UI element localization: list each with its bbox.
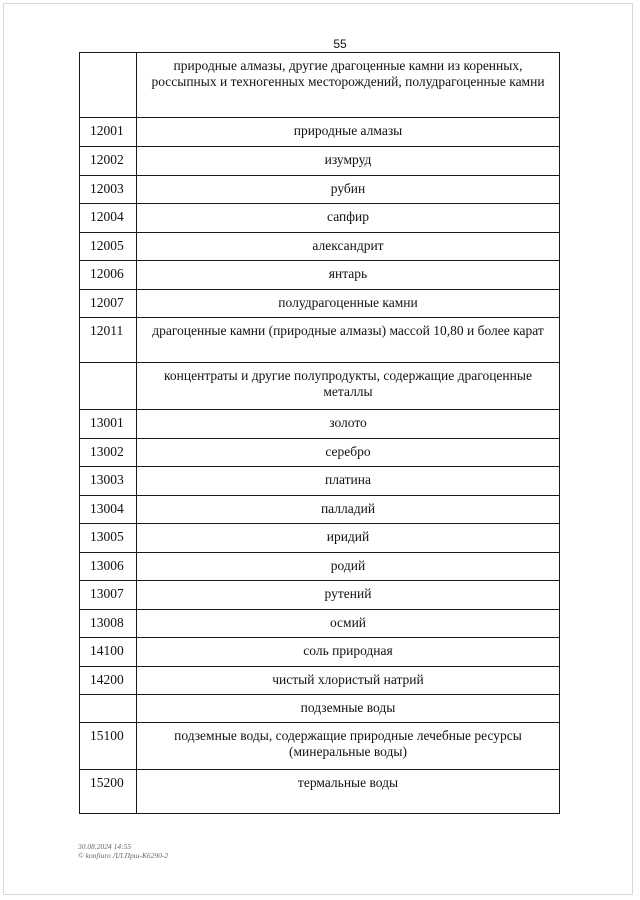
row-name: серебро	[137, 439, 560, 467]
row-name: александрит	[137, 233, 560, 261]
row-code	[80, 53, 137, 118]
row-code: 13003	[80, 467, 137, 496]
row-code: 15100	[80, 723, 137, 770]
table-row	[80, 318, 560, 363]
table-row	[80, 638, 560, 667]
table-row	[80, 118, 560, 147]
table-row	[80, 147, 560, 176]
table-row	[80, 439, 560, 467]
row-name: золото	[137, 410, 560, 439]
table-row	[80, 233, 560, 261]
table-row	[80, 723, 560, 770]
table-row	[80, 467, 560, 496]
row-name: осмий	[137, 610, 560, 638]
row-code: 12005	[80, 233, 137, 261]
table-row	[80, 695, 560, 723]
table-row	[80, 496, 560, 524]
row-name: подземные воды, содержащие природные лечебные ресурсы (минеральные воды)	[137, 723, 560, 770]
table-row	[80, 204, 560, 233]
row-code: 14100	[80, 638, 137, 667]
table-row	[80, 53, 560, 118]
row-code: 13007	[80, 581, 137, 610]
row-code: 12002	[80, 147, 137, 176]
row-code: 12003	[80, 176, 137, 204]
row-name: природные алмазы	[137, 118, 560, 147]
row-code: 12006	[80, 261, 137, 290]
table-row	[80, 581, 560, 610]
row-code: 12007	[80, 290, 137, 318]
row-name: драгоценные камни (природные алмазы) массой 10,80 и более карат	[137, 318, 560, 363]
table-row	[80, 524, 560, 553]
row-code: 13004	[80, 496, 137, 524]
row-name: полудрагоценные камни	[137, 290, 560, 318]
table-row	[80, 261, 560, 290]
footer-document-id: © konfiuro ЛЛ.Прш-К6290-2	[78, 851, 169, 860]
row-name: платина	[137, 467, 560, 496]
row-code: 12011	[80, 318, 137, 363]
page-number: 55	[333, 37, 347, 51]
table-row	[80, 610, 560, 638]
row-code: 14200	[80, 667, 137, 695]
table-row	[80, 176, 560, 204]
table-row	[80, 410, 560, 439]
row-name: сапфир	[137, 204, 560, 233]
row-name: изумруд	[137, 147, 560, 176]
row-name: родий	[137, 553, 560, 581]
row-name: чистый хлористый натрий	[137, 667, 560, 695]
row-code: 13001	[80, 410, 137, 439]
row-code: 12004	[80, 204, 137, 233]
table-row	[80, 290, 560, 318]
minerals-table	[79, 52, 560, 814]
row-name: иридий	[137, 524, 560, 553]
row-code: 13002	[80, 439, 137, 467]
row-name: природные алмазы, другие драгоценные камни из коренных, россыпных и техногенных месторождений, полудрагоценные камни	[137, 53, 560, 118]
row-name: янтарь	[137, 261, 560, 290]
table-row	[80, 553, 560, 581]
row-name: соль природная	[137, 638, 560, 667]
table-row	[80, 363, 560, 410]
row-name: рубин	[137, 176, 560, 204]
table-row	[80, 770, 560, 814]
table-body	[80, 53, 560, 814]
row-code: 13008	[80, 610, 137, 638]
table-row	[80, 667, 560, 695]
document-footer	[78, 842, 168, 860]
row-name: концентраты и другие полупродукты, содержащие драгоценные металлы	[137, 363, 560, 410]
footer-timestamp: 30.08.2024 14:55	[78, 842, 132, 851]
row-name: рутений	[137, 581, 560, 610]
row-name: термальные воды	[137, 770, 560, 814]
row-code: 13005	[80, 524, 137, 553]
row-code: 12001	[80, 118, 137, 147]
row-name: палладий	[137, 496, 560, 524]
row-name: подземные воды	[137, 695, 560, 723]
row-code: 15200	[80, 770, 137, 814]
row-code	[80, 695, 137, 723]
row-code	[80, 363, 137, 410]
row-code: 13006	[80, 553, 137, 581]
